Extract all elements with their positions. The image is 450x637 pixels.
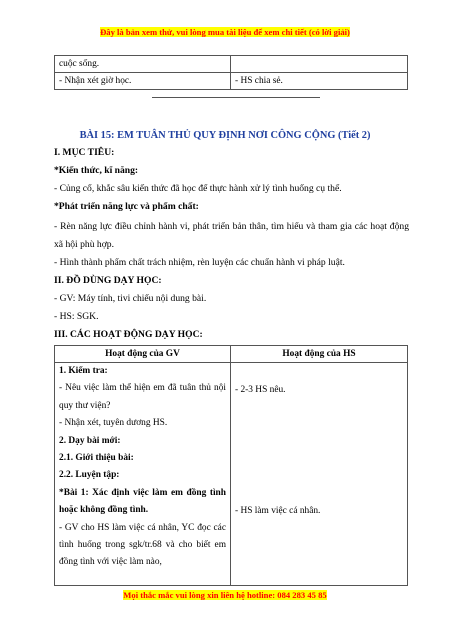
column-header-student: Hoạt động của HS bbox=[231, 346, 408, 363]
table-header-row bbox=[55, 346, 408, 363]
practice-heading: 2.2. Luyện tập: bbox=[59, 470, 120, 481]
objectives-heading: I. MỤC TIÊU: bbox=[54, 147, 115, 158]
table-row bbox=[55, 363, 408, 586]
new-lesson-heading: 2. Dạy bài mới: bbox=[59, 435, 121, 446]
table-cell: - HS chia sẻ. bbox=[231, 73, 408, 90]
table-cell bbox=[231, 56, 408, 73]
competence-text-2: - Hình thành phẩm chất trách nhiệm, rèn luyện các chuẩn hành vi pháp luật. bbox=[54, 257, 345, 268]
preview-notice bbox=[0, 27, 450, 37]
knowledge-heading: *Kiến thức, kĩ năng: bbox=[54, 165, 139, 176]
lesson-title: BÀI 15: EM TUÂN THỦ QUY ĐỊNH NƠI CÔNG CỘNG (Tiết 2) bbox=[79, 130, 371, 141]
activities-table bbox=[54, 345, 408, 586]
materials-teacher: - GV: Máy tính, tivi chiếu nội dung bài. bbox=[54, 293, 207, 304]
table-cell: - Nhận xét giờ học. bbox=[55, 73, 231, 90]
warmup-heading: 1. Kiểm tra: bbox=[59, 366, 108, 376]
teacher-activities-cell bbox=[55, 363, 231, 586]
materials-student: - HS: SGK. bbox=[54, 311, 99, 322]
warmup-question: - Nêu việc làm thể hiện em đã tuân thủ nội quy thư viện? bbox=[59, 383, 226, 411]
student-answer-1: - 2-3 HS nêu. bbox=[235, 385, 286, 395]
hotline-notice bbox=[0, 590, 450, 600]
previous-activity-table bbox=[54, 55, 408, 90]
materials-heading: II. ĐỒ DÙNG DẠY HỌC: bbox=[54, 275, 162, 286]
divider bbox=[152, 97, 320, 98]
table-row bbox=[55, 56, 408, 73]
exercise-1-heading: *Bài 1: Xác định việc làm em đồng tình hoặc không đồng tình. bbox=[59, 487, 226, 516]
warmup-praise: - Nhận xét, tuyên dương HS. bbox=[59, 418, 168, 429]
student-answer-2: - HS làm việc cá nhân. bbox=[235, 506, 321, 517]
preview-notice-text: Đây là bản xem thử, vui lòng mua tài liệu để xem chi tiết (có lời giải) bbox=[100, 27, 350, 37]
table-cell: cuộc sống. bbox=[55, 56, 231, 73]
column-header-teacher: Hoạt động của GV bbox=[55, 346, 231, 363]
exercise-1-text: - GV cho HS làm việc cá nhân, YC đọc các tình huống trong sgk/tr.68 và cho biết em đồng tình với việc làm nào, bbox=[59, 522, 226, 568]
hotline-notice-text: Mọi thắc mắc vui lòng xin liên hệ hotline: 084 283 45 85 bbox=[123, 590, 327, 600]
table-row bbox=[55, 73, 408, 90]
competence-text-1: - Rèn năng lực điều chỉnh hành vi, phát triển bản thân, tìm hiểu và tham gia các hoạt động xã hội phù hợp. bbox=[54, 221, 409, 250]
student-activities-cell bbox=[231, 363, 408, 586]
knowledge-text: - Củng cố, khắc sâu kiến thức đã học để thực hành xử lý tình huống cụ thể. bbox=[54, 183, 342, 194]
activities-heading: III. CÁC HOẠT ĐỘNG DẠY HỌC: bbox=[54, 329, 203, 340]
intro-heading: 2.1. Giới thiệu bài: bbox=[59, 453, 134, 464]
competence-heading: *Phát triển năng lực và phẩm chất: bbox=[54, 201, 199, 212]
